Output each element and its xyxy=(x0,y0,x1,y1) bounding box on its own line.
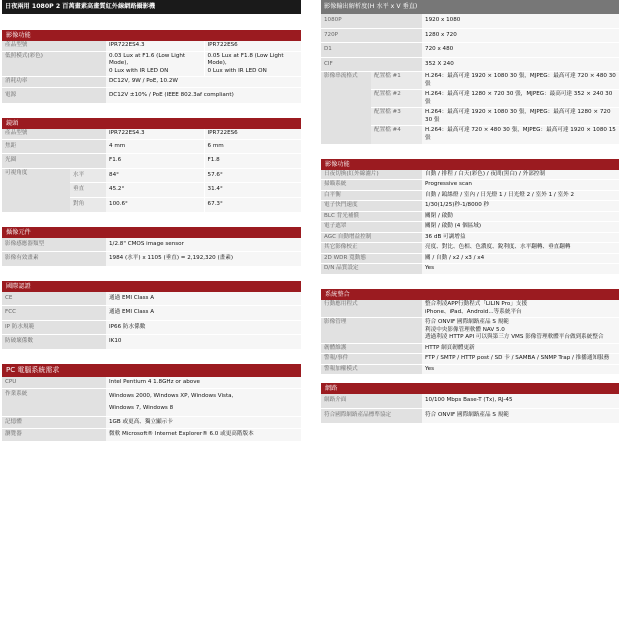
value-model-b: F1.8 xyxy=(204,154,301,169)
sensor-section xyxy=(2,227,301,267)
row-label: 影像感應器類型 xyxy=(2,238,106,252)
row-value: 36 dB 可調增益 xyxy=(422,232,619,243)
table-row xyxy=(321,43,619,58)
table-row xyxy=(2,139,301,154)
table-row xyxy=(2,129,301,139)
table-row xyxy=(2,416,301,429)
value-model-b: IPR722ES6 xyxy=(204,129,301,139)
row-value: FTP / SMTP / HTTP post / SD 卡 / SAMBA / SNMP Trap / 推播通知服務 xyxy=(422,354,619,365)
product-title: 日夜兩用 1080P 2 百萬畫素高畫質紅外線網路攝影機 xyxy=(2,0,301,14)
row-value: DC12V, 9W / PoE, 10.2W xyxy=(106,77,301,88)
table-row xyxy=(2,335,301,350)
table-row xyxy=(321,253,619,264)
row-label: D1 xyxy=(321,43,422,58)
table-row xyxy=(321,300,619,318)
row-value: 關 / 自動 / x2 / x3 / x4 xyxy=(422,253,619,264)
row-label: 低照模式(彩色) xyxy=(2,51,106,77)
row-value: H.264：最高可達 1920 × 1080 30 張，MJPEG：最高可達 720 × 480 30 張 xyxy=(422,72,619,90)
row-value: IP66 防水係數 xyxy=(106,320,301,335)
table-row xyxy=(2,429,301,442)
row-label: FCC xyxy=(2,306,106,321)
value-model-a: 45.2° xyxy=(106,183,204,198)
table-row xyxy=(321,394,619,408)
left-column xyxy=(2,0,301,442)
row-label: 作業系統 xyxy=(2,389,106,416)
row-value: 整合利凌APP行動程式「LILIN Pro」支援 iPhone、iPad、Android...等系統平台 xyxy=(422,300,619,318)
row-value: 亮度、對比、色相、色濃度、銳利度、水平翻轉、垂直翻轉 xyxy=(422,243,619,254)
table-row xyxy=(321,180,619,191)
row-label: 影像管理 xyxy=(321,318,422,344)
row-value: 720 x 480 xyxy=(422,43,619,58)
row-value: 自動 / 排程 / 白天(彩色) / 夜間(黑白) / 外部控制 xyxy=(422,170,619,180)
row-value: Progressive scan xyxy=(422,180,619,191)
row-value: 通過 EMI Class A xyxy=(106,306,301,321)
value-model-b: IPR722ES6 xyxy=(204,41,301,51)
value-model-a: F1.6 xyxy=(106,154,204,169)
resolution-title: 影像輸出解析度(H 水平 x V 垂直) xyxy=(321,0,619,14)
row-value: Windows 2000, Windows XP, Windows Vista, Windows 7, Windows 8 xyxy=(106,389,301,416)
right-column xyxy=(321,0,619,424)
table-row xyxy=(2,238,301,252)
pc-requirements-section xyxy=(2,364,301,442)
row-value: H.264：最高可達 720 × 480 30 張，MJPEG：最高可達 1920 × 1080 15 張 xyxy=(422,126,619,144)
table-row xyxy=(321,201,619,212)
integration-section xyxy=(321,289,619,375)
sub-label: 垂直 xyxy=(70,183,106,198)
value-model-b: 31.4° xyxy=(204,183,301,198)
table-row xyxy=(321,364,619,375)
table-row xyxy=(321,14,619,28)
table-row xyxy=(321,408,619,423)
row-label: 日夜切換(紅外線濾片) xyxy=(321,170,422,180)
table-row xyxy=(321,354,619,365)
image-function-section xyxy=(321,159,619,275)
table-row xyxy=(2,292,301,306)
table-row xyxy=(321,57,619,72)
table-row xyxy=(2,154,301,169)
sensor-table xyxy=(2,238,301,267)
resolution-table xyxy=(321,14,619,145)
value-model-a: IPR722ES4.3 xyxy=(106,41,204,51)
row-label: 光圈 xyxy=(2,154,106,169)
section-header: 影像功能 xyxy=(2,30,301,41)
table-row xyxy=(321,211,619,222)
row-value: 符合 ONVIF 國際網路產品 S 規範 xyxy=(422,408,619,423)
cert-section xyxy=(2,281,301,350)
row-label: 電子快門速度 xyxy=(321,201,422,212)
lens-table xyxy=(2,129,301,212)
row-value: 1920 x 1080 xyxy=(422,14,619,28)
table-row xyxy=(2,87,301,104)
value-model-b: 57.6° xyxy=(204,168,301,183)
image-function-table xyxy=(321,170,619,275)
lens-section xyxy=(2,118,301,212)
row-label: 行動應用程式 xyxy=(321,300,422,318)
row-label: 白平衡 xyxy=(321,190,422,201)
video-function-section xyxy=(2,30,301,104)
row-label: 警報/事件 xyxy=(321,354,422,365)
network-section xyxy=(321,383,619,423)
sub-label: 水平 xyxy=(70,168,106,183)
row-label: 其它影像校正 xyxy=(321,243,422,254)
row-value: Yes xyxy=(422,264,619,275)
row-value: DC12V ±10% / PoE (IEEE 802.3af compliant) xyxy=(106,87,301,104)
table-row xyxy=(2,41,301,51)
table-row xyxy=(321,318,619,344)
table-row xyxy=(2,51,301,77)
row-value: H.264：最高可達 1920 × 1080 30 張，MJPEG：最高可達 1280 × 720 30 張 xyxy=(422,108,619,126)
row-value: 關閉 / 啟動 xyxy=(422,211,619,222)
row-value: H.264：最高可達 1280 × 720 30 張，MJPEG：最高可達 352 × 240 30 張 xyxy=(422,90,619,108)
section-header: 系統整合 xyxy=(321,289,619,300)
section-header: 影像功能 xyxy=(321,159,619,170)
table-row xyxy=(2,389,301,416)
network-table xyxy=(321,394,619,423)
table-row xyxy=(321,243,619,254)
table-row xyxy=(321,170,619,180)
row-label: 產品型號 xyxy=(2,41,106,51)
row-label: 焦距 xyxy=(2,139,106,154)
row-value: 352 X 240 xyxy=(422,57,619,72)
table-row xyxy=(321,264,619,275)
section-header: 鏡頭 xyxy=(2,118,301,129)
row-label: 電子遮罩 xyxy=(321,222,422,233)
row-label: 影像串流格式 xyxy=(321,72,371,144)
row-value: 微軟 Microsoft® Internet Explorer® 6.0 或更高階版本 xyxy=(106,429,301,442)
row-value: 1GB 或更高、獨立顯示卡 xyxy=(106,416,301,429)
row-label: 消耗功率 xyxy=(2,77,106,88)
table-row xyxy=(321,222,619,233)
row-value: 關閉 / 啟動 (4 個區域) xyxy=(422,222,619,233)
sub-label: 配置檔 #4 xyxy=(371,126,422,144)
cert-table xyxy=(2,292,301,350)
row-label: 產品型號 xyxy=(2,129,106,139)
row-label: 防破壞係數 xyxy=(2,335,106,350)
row-label: 2D WDR 寬動態 xyxy=(321,253,422,264)
row-value: Intel Pentium 4 1.8GHz or above xyxy=(106,377,301,389)
table-row xyxy=(2,377,301,389)
row-label: 可視角度 xyxy=(2,168,70,212)
video-function-table xyxy=(2,41,301,104)
row-value: HTTP 網頁韌體更新 xyxy=(422,343,619,354)
row-value: Yes xyxy=(422,364,619,375)
table-row xyxy=(321,190,619,201)
row-value: 自動 / 鎢絲燈 / 室內 / 日光燈 1 / 日光燈 2 / 室外 1 / 室外 2 xyxy=(422,190,619,201)
row-value: 1280 x 720 xyxy=(422,28,619,43)
value-model-b: 67.3° xyxy=(204,198,301,213)
row-value: 通過 EMI Class A xyxy=(106,292,301,306)
row-label: 720P xyxy=(321,28,422,43)
row-value: 符合 ONVIF 國際網路產品 S 規範 利凌中央影像管理軟體 NAV 5.0 透過利凌 HTTP API 可以與第三方 VMS 影像管理軟體平台做到系統整合 xyxy=(422,318,619,344)
row-label: CPU xyxy=(2,377,106,389)
sub-label: 配置檔 #1 xyxy=(371,72,422,90)
row-value: 10/100 Mbps Base-T (Tx), RJ-45 xyxy=(422,394,619,408)
row-label: 符合國際網路產品標準協定 xyxy=(321,408,422,423)
sub-label: 對角 xyxy=(70,198,106,213)
table-row xyxy=(2,320,301,335)
row-label: 記憶體 xyxy=(2,416,106,429)
section-header: 攝像元件 xyxy=(2,227,301,238)
value-model-b: 0.05 Lux at F1.8 (Low Light Mode), 0 Lux with IR LED ON xyxy=(204,51,301,77)
row-label: CE xyxy=(2,292,106,306)
row-label: 電源 xyxy=(2,87,106,104)
value-model-a: 84° xyxy=(106,168,204,183)
integration-table xyxy=(321,300,619,375)
table-row xyxy=(2,306,301,321)
row-label: IP 防水規範 xyxy=(2,320,106,335)
table-row xyxy=(321,28,619,43)
sub-label: 配置檔 #2 xyxy=(371,90,422,108)
row-value: IK10 xyxy=(106,335,301,350)
row-label: 瀏覽器 xyxy=(2,429,106,442)
row-label: D/N 品質設定 xyxy=(321,264,422,275)
row-value: 1984 (水平) x 1105 (垂直) = 2,192,320 (畫素) xyxy=(106,252,301,267)
row-label: CIF xyxy=(321,57,422,72)
table-row xyxy=(2,77,301,88)
row-value: 1/30(1/25)秒-1/8000 秒 xyxy=(422,201,619,212)
row-label: BLC 背光補償 xyxy=(321,211,422,222)
row-value: 1/2.8" CMOS image sensor xyxy=(106,238,301,252)
row-label: 1080P xyxy=(321,14,422,28)
value-model-b: 6 mm xyxy=(204,139,301,154)
table-row xyxy=(321,232,619,243)
value-model-a: IPR722ES4.3 xyxy=(106,129,204,139)
row-label: 影像有效畫素 xyxy=(2,252,106,267)
value-model-a: 4 mm xyxy=(106,139,204,154)
table-row xyxy=(321,72,619,90)
section-header: PC 電腦系統需求 xyxy=(2,364,301,377)
section-header: 網路 xyxy=(321,383,619,394)
row-label: AGC 自動增益控制 xyxy=(321,232,422,243)
table-row xyxy=(321,343,619,354)
pc-requirements-table xyxy=(2,377,301,442)
row-label: 韌體維護 xyxy=(321,343,422,354)
row-label: 網路介面 xyxy=(321,394,422,408)
table-row xyxy=(2,168,301,183)
table-row xyxy=(2,252,301,267)
sub-label: 配置檔 #3 xyxy=(371,108,422,126)
value-model-a: 0.03 Lux at F1.6 (Low Light Mode), 0 Lux with IR LED ON xyxy=(106,51,204,77)
row-label: 警報加權模式 xyxy=(321,364,422,375)
value-model-a: 100.6° xyxy=(106,198,204,213)
section-header: 國際認證 xyxy=(2,281,301,292)
row-label: 掃瞄系統 xyxy=(321,180,422,191)
